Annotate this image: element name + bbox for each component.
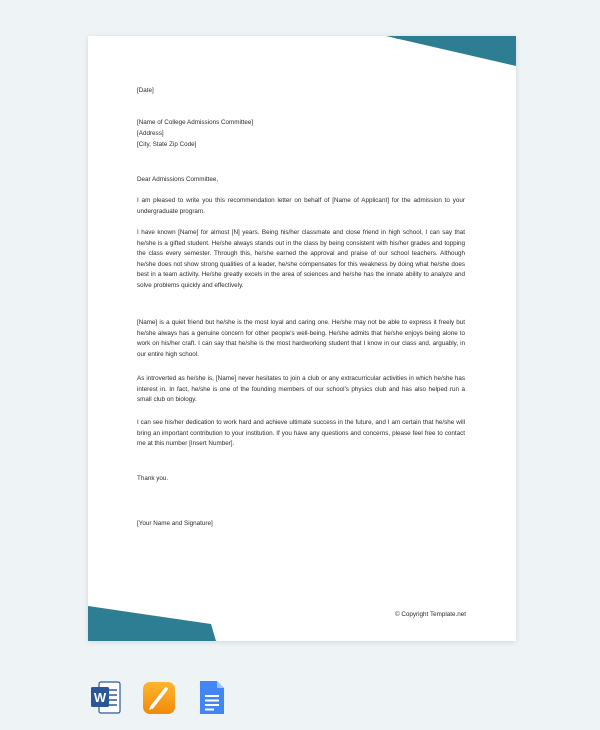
word-icon[interactable] — [90, 680, 122, 716]
google-docs-icon[interactable] — [198, 680, 226, 716]
recipient-address: [Address] — [137, 130, 164, 137]
top-right-decoration — [386, 36, 516, 66]
bottom-left-decoration — [88, 606, 216, 641]
copyright-notice: © Copyright Template.net — [394, 611, 466, 618]
paragraph-character: [Name] is a quiet friend but he/she is the most loyal and caring one. He/she may not be able to express it freely but he/she always has a genuine concern for other people's well-being. He/she admits that he/she enjoys being alone to work on his/her craft. I can say that he/she is the most hardworking student that I know in our class and, arguably, in our entire high school. — [137, 319, 465, 358]
paragraph-activities: As introverted as he/she is, [Name] never hesitates to join a club or any extracurricular activities in which he/she has interest in. In fact, he/she is one of the founding members of our school's physics club and has also helped run a small club on biology. — [137, 375, 465, 403]
pages-icon[interactable] — [142, 680, 176, 716]
closing: Thank you. — [137, 475, 169, 482]
salutation: Dear Admissions Committee, — [137, 176, 219, 183]
letter-page — [88, 36, 516, 641]
paragraph-background: I have known [Name] for almost [N] years. Being his/her classmate and close friend in high school, I can say that he/she is a gifted student. He/she always stands out in the class by being consistent with his/her grades and topping the class every semester. Through this, he/she earned the approval and praise of our school teachers. Although he/she does not show strong qualities of a leader, he/she compensates for this weakness by doing what he/she does best in a team activity. He/she greatly excels in the area of sciences and he/she has the innate ability to analyze and solve problems quickly and effectively. — [137, 229, 465, 289]
paragraph-conclusion: I can see his/her dedication to work hard and achieve ultimate success in the future, and I am certain that he/she will bring an important contribution to your institution. If you have any questions and concerns, please feel free to contact me at this number [Insert Number]. — [137, 419, 465, 447]
word-icon-letter: W — [93, 690, 107, 705]
date-placeholder: [Date] — [137, 87, 154, 94]
recipient-name: [Name of College Admissions Committee] — [137, 119, 254, 126]
paragraph-intro: I am pleased to write you this recommendation letter on behalf of [Name of Applicant] for the admission to your undergraduate program. — [137, 197, 465, 215]
signature-placeholder: [Your Name and Signature] — [137, 520, 213, 527]
recipient-city: [City, State Zip Code] — [137, 141, 197, 148]
